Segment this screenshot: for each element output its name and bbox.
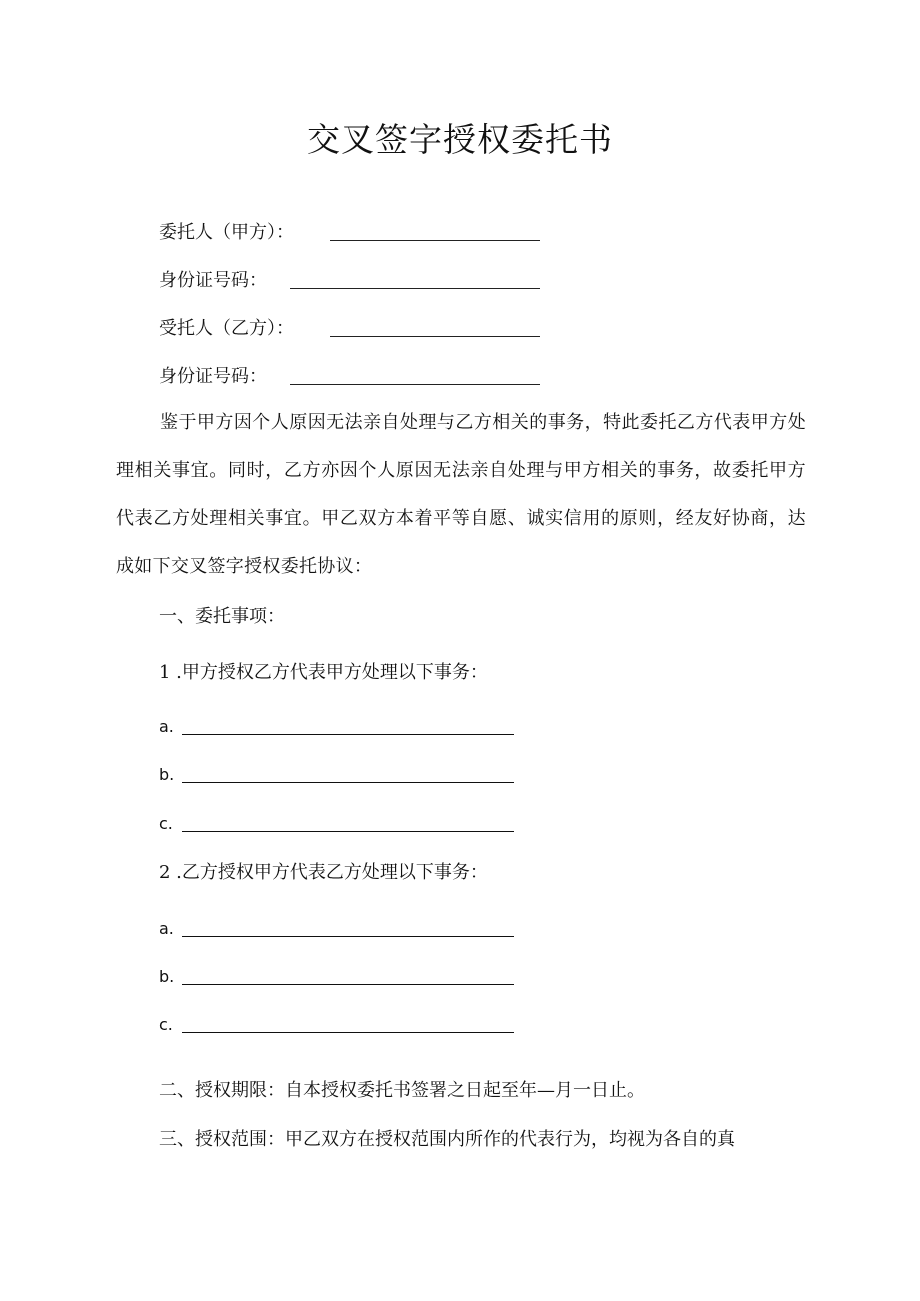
section2-term: 二、授权期限：自本授权委托书签署之日起至年—月一日止。	[159, 1080, 645, 1101]
agent-name-blank[interactable]	[330, 336, 540, 337]
sub1-item-b-blank[interactable]	[182, 782, 514, 783]
document-title: 交叉签字授权委托书	[307, 120, 613, 159]
sub1-item-a-label: a.	[159, 717, 174, 736]
sub2-item-b-blank[interactable]	[182, 984, 514, 985]
section1-sub1: 1 .甲方授权乙方代表甲方处理以下事务：	[159, 662, 488, 683]
principal-label: 委托人（甲方）：	[159, 222, 294, 243]
principal-id-label: 身份证号码：	[159, 270, 267, 291]
sub2-item-a-label: a.	[159, 919, 174, 938]
intro-paragraph: 鉴于甲方因个人原因无法亲自处理与乙方相关的事务，特此委托乙方代表甲方处理相关事宜。同时，乙方亦因个人原因无法亲自处理与甲方相关的事务，故委托甲方代表乙方处理相关事宜。甲乙双方本着平等自愿、诚实信用的原则，经友好协商，达成如下交叉签字授权委托协议：	[116, 412, 806, 577]
agent-id-label: 身份证号码：	[159, 366, 267, 387]
sub2-item-c-label: c.	[159, 1015, 173, 1034]
sub2-item-c-blank[interactable]	[182, 1032, 514, 1033]
agent-label: 受托人（乙方）：	[159, 318, 294, 339]
sub2-item-a-blank[interactable]	[182, 936, 514, 937]
section1-sub2: 2 .乙方授权甲方代表乙方处理以下事务：	[159, 862, 488, 883]
section3-scope: 三、授权范围：甲乙双方在授权范围内所作的代表行为，均视为各自的真	[159, 1129, 735, 1150]
section1-heading: 一、委托事项：	[159, 606, 285, 627]
principal-id-blank[interactable]	[290, 288, 540, 289]
principal-name-blank[interactable]	[330, 240, 540, 241]
sub1-item-b-label: b.	[159, 765, 175, 784]
sub1-item-a-blank[interactable]	[182, 734, 514, 735]
agent-id-blank[interactable]	[290, 384, 540, 385]
sub2-item-b-label: b.	[159, 967, 175, 986]
sub1-item-c-label: c.	[159, 814, 173, 833]
sub1-item-c-blank[interactable]	[182, 831, 514, 832]
